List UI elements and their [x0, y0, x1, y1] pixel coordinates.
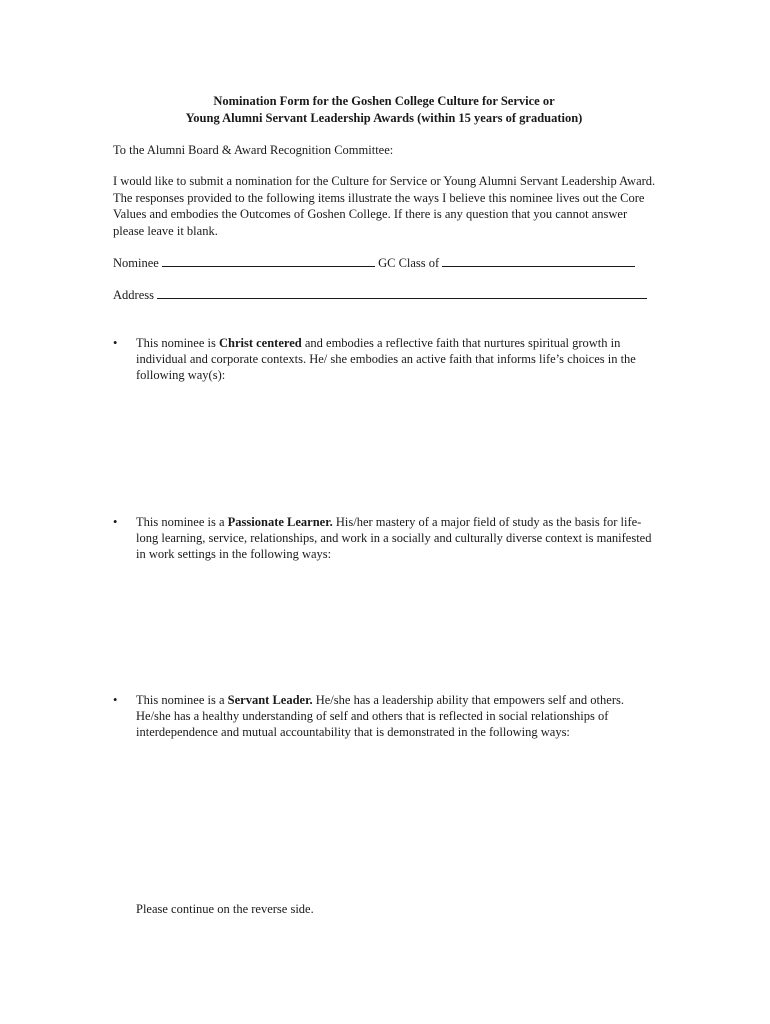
address-row	[113, 287, 658, 303]
passionate-learner-text	[136, 514, 658, 562]
nominee-field[interactable]	[162, 255, 375, 267]
bullet-icon: •	[113, 693, 118, 707]
item-description: He/she has a leadership ability that empowers self and others. He/she has a healthy understanding of self and others that is reflected in social relationships of interdependence and mutual accountability that is demonstrated in the following ways:	[136, 693, 624, 739]
intro-paragraph: I would like to submit a nomination for the Culture for Service or Young Alumni Servant Leadership Award. The responses provided to the following items illustrate the ways I believe this nominee lives out the Core Values and embodies the Outcomes of Goshen College. If there is any question that you cannot answer please leave it blank.	[113, 174, 656, 238]
address-field[interactable]	[157, 287, 647, 299]
item-keyword: Christ centered	[218, 336, 302, 350]
form-title	[113, 93, 655, 127]
bullet-icon: •	[113, 515, 118, 529]
nominee-label: Nominee	[113, 256, 159, 270]
form-title-line-1: Nomination Form for the Goshen College Culture for Service or	[213, 94, 555, 108]
address-label: Address	[113, 288, 154, 302]
item-keyword: Servant Leader.	[227, 693, 313, 707]
item-description: and embodies a reflective faith that nurtures spiritual growth in individual and corporate contexts. He/ she embodies an active faith that informs life’s choices in the following way(s):	[136, 336, 636, 382]
christ-centered-text	[136, 335, 658, 383]
item-description: His/her mastery of a major field of study as the basis for life-long learning, service, relationships, and work in a socially and culturally diverse context is manifested in work settings in the following ways:	[136, 515, 652, 561]
form-title-line-2: Young Alumni Servant Leadership Awards (within 15 years of graduation)	[185, 111, 583, 125]
item-keyword: Passionate Learner.	[227, 515, 333, 529]
item-prefix: This nominee is a	[136, 693, 228, 707]
continue-note: Please continue on the reverse side.	[136, 902, 314, 916]
item-prefix: This nominee is	[136, 336, 219, 350]
gc-class-field[interactable]	[442, 255, 635, 267]
gc-class-label: GC Class of	[378, 256, 440, 270]
bullet-icon: •	[113, 336, 118, 350]
servant-leader-text	[136, 692, 658, 740]
item-prefix: This nominee is a	[136, 515, 228, 529]
nominee-row	[113, 255, 658, 271]
salutation: To the Alumni Board & Award Recognition Committee:	[113, 143, 394, 157]
